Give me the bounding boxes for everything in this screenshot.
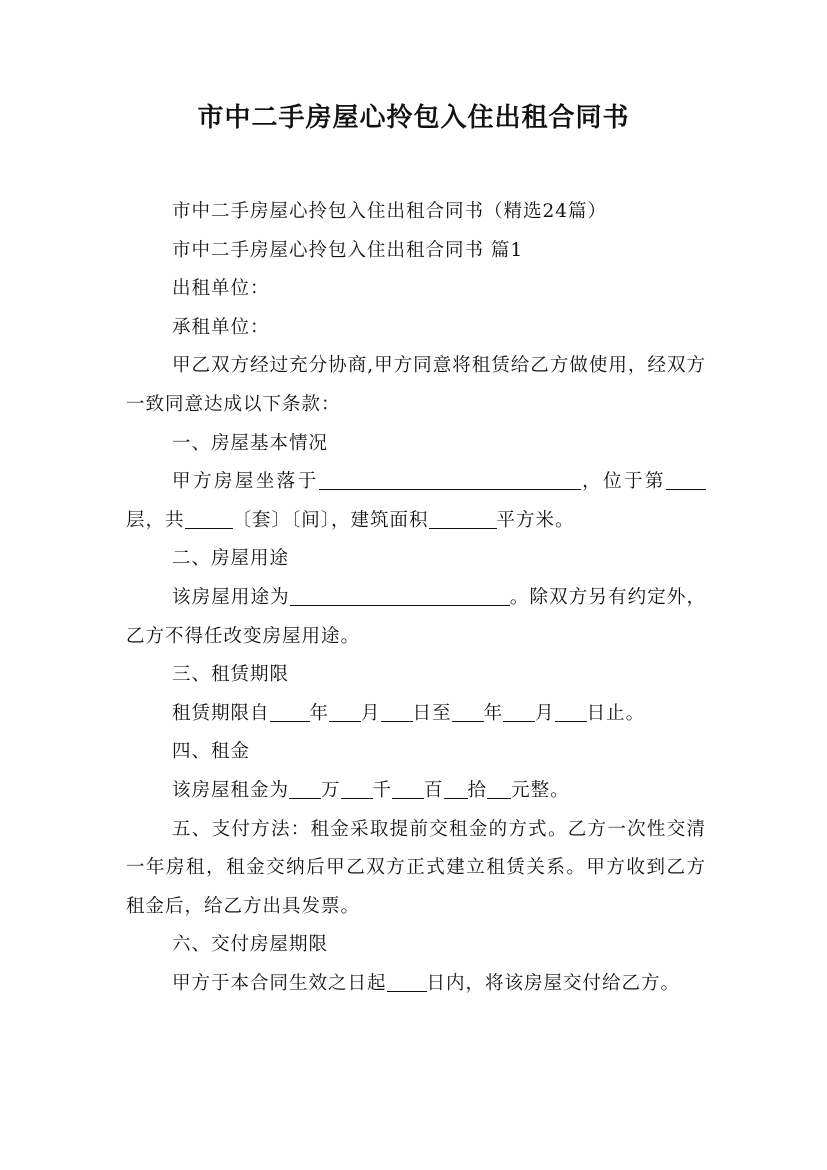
text: 万 (321, 779, 341, 801)
lessee-line: 承租单位： (172, 316, 270, 338)
paragraph-payment: 五、支付方法：租金采取提前交租金的方式。乙方一次性交清一年房租，租金交纳后甲乙双方正式建立租赁关系。甲方收到乙方租金后，给乙方出具发票。 (126, 818, 706, 917)
subtitle: 市中二手房屋心拎包入住出租合同书（精选24篇） (172, 201, 608, 222)
section-heading: 市中二手房屋心拎包入住出租合同书 篇1 (172, 239, 524, 261)
text: 。除双方另有约定外，乙方不得任改变房屋用途。 (126, 586, 706, 647)
text: 该房屋租金为 (172, 779, 290, 801)
text: 层，共 (126, 509, 185, 531)
blank-floor (666, 469, 706, 490)
blank (270, 701, 310, 722)
lessor-line: 出租单位： (172, 278, 270, 300)
text: 年 (309, 702, 330, 724)
text: 该房屋用途为 (172, 586, 290, 608)
text: 〔套〕〔间〕，建筑面积 (232, 509, 429, 531)
text: 拾 (467, 779, 488, 801)
paragraph-basic-info (126, 463, 706, 540)
blank (452, 701, 484, 722)
paragraph-rent (126, 772, 706, 811)
text: 月 (535, 702, 555, 724)
blank (392, 778, 424, 799)
paragraph-delivery (126, 965, 706, 1004)
blank (329, 701, 361, 722)
text: 甲方房屋坐落于 (172, 471, 319, 493)
blank (503, 701, 535, 722)
blank (555, 701, 587, 722)
blank (487, 778, 511, 799)
blank-usage (290, 585, 510, 606)
blank-units (185, 508, 233, 529)
text: 日至 (412, 702, 452, 724)
text: 甲方于本合同生效之日起 (172, 972, 387, 994)
text: 平方米。 (496, 509, 575, 531)
text: 租赁期限自 (172, 702, 270, 724)
heading-basic-info: 一、房屋基本情况 (172, 432, 329, 454)
paragraph-usage (126, 579, 706, 656)
blank-address (319, 469, 581, 490)
intro-paragraph: 甲乙双方经过充分协商,甲方同意将租赁给乙方做使用，经双方一致同意达成以下条款： (126, 355, 706, 415)
text: 年 (483, 702, 504, 724)
blank (444, 778, 468, 799)
heading-term: 三、租赁期限 (172, 664, 290, 686)
blank (381, 701, 413, 722)
text: 千 (372, 779, 393, 801)
blank (341, 778, 373, 799)
text: 月 (361, 702, 381, 724)
heading-rent: 四、租金 (172, 741, 251, 763)
heading-usage: 二、房屋用途 (172, 548, 290, 570)
blank-days (387, 971, 427, 992)
text: 百 (424, 779, 444, 801)
paragraph-term (126, 695, 706, 734)
blank (289, 778, 321, 799)
text: 日内，将该房屋交付给乙方。 (426, 972, 681, 994)
heading-delivery: 六、交付房屋期限 (172, 934, 329, 956)
document-title: 市中二手房屋心拎包入住出租合同书 (197, 103, 630, 133)
blank-area (429, 508, 497, 529)
text: ，位于第 (580, 471, 666, 493)
document-body (126, 193, 706, 1003)
text: 元整。 (511, 779, 570, 801)
text: 日止。 (586, 702, 646, 724)
